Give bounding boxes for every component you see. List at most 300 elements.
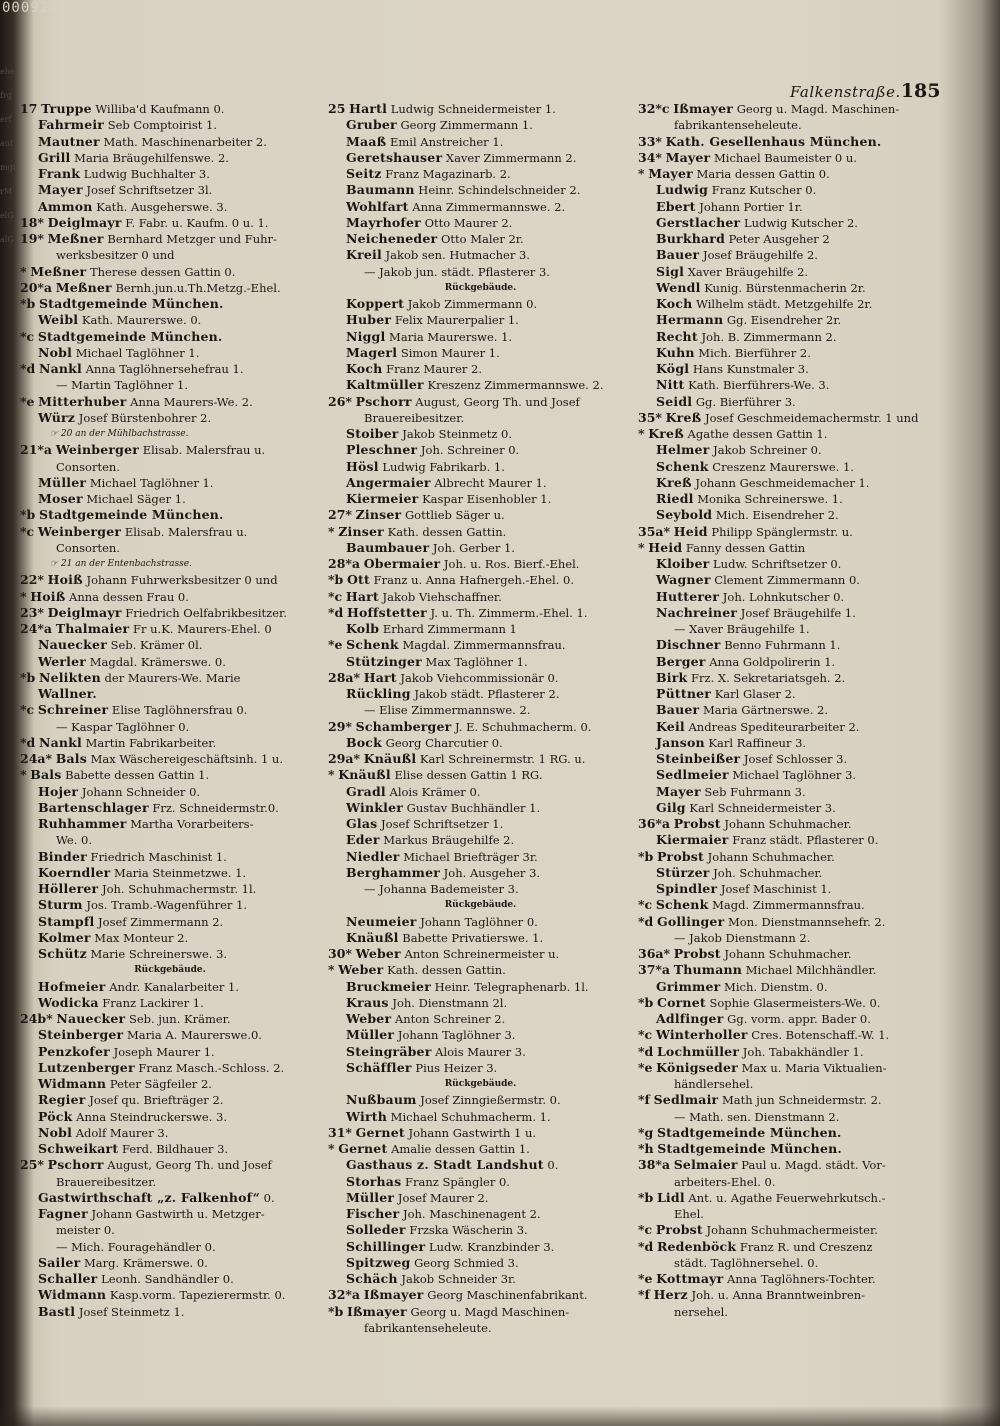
directory-entry [328,1304,633,1320]
resident-details: 0. [543,1158,559,1173]
resident-details: Erhard Zimmermann 1 [379,622,517,636]
directory-entry [638,800,940,816]
resident-details: F. Fabr. u. Kaufm. 0 u. 1. [121,215,269,230]
resident-surname: Schillinger [346,1238,426,1254]
resident-surname: Stützinger [346,653,422,669]
directory-entry [638,1060,940,1076]
house-number: 28a* [328,669,361,685]
resident-surname: Nobl [38,1124,73,1140]
house-number: 22* [20,572,44,588]
directory-entry [20,1044,320,1060]
resident-surname: Mayer [38,182,83,198]
resident-surname: Mayer [656,783,701,799]
entry-continuation: werksbesitzer 0 und [56,248,175,263]
directory-entry [20,784,320,800]
resident-details: Fr u.K. Maurers-Ehel. 0 [129,622,272,636]
directory-entry [20,751,320,767]
resident-details: Johann Taglöhner 3. [394,1028,516,1043]
directory-entry [328,800,633,816]
resident-details: Johann Geschmeidemacher 1. [691,475,870,490]
resident-details: Franz Masch.-Schloss. 2. [134,1060,285,1075]
house-number: 17 [20,101,38,116]
resident-surname: Nankl [38,361,82,376]
entry-continuation: Consorten. [56,540,120,555]
resident-surname: Schäffler [346,1059,412,1075]
directory-entry [328,979,633,995]
resident-details: Heinr. Telegraphenarb. 1l. [430,979,589,994]
resident-surname: Nachreiner [656,604,738,620]
resident-surname: Schreiner [37,702,109,718]
resident-surname: Gradl [346,783,386,799]
directory-entry [328,589,633,605]
directory-entry [328,849,633,865]
resident-details: Kasp.vorm. Tapezierermstr. 0. [106,1288,286,1303]
directory-entry [328,459,633,475]
directory-entry [328,1190,633,1206]
resident-details: Otto Maler 2r. [437,232,524,246]
resident-details: Fanny dessen Gattin [682,540,806,555]
house-number: *b [328,1303,344,1319]
directory-entry [20,280,320,296]
resident-details: Amalie dessen Gattin 1. [387,1142,530,1156]
house-number: *b [20,507,36,523]
resident-details: Johann Gastwirth 1 u. [404,1125,537,1140]
directory-entry [638,166,940,182]
directory-entry [20,1141,320,1157]
directory-entry [20,1157,320,1173]
resident-surname: Stadtgemeinde München. [656,1124,842,1140]
house-number: 23* [20,604,44,620]
directory-entry [328,930,633,946]
resident-surname: Wallner. [38,686,97,701]
resident-details: Gustav Buchhändler 1. [403,800,541,815]
resident-surname: Wohlfart [346,198,409,214]
resident-details: Franz Kutscher 0. [708,183,817,198]
resident-surname: Sailer [38,1254,81,1270]
house-number: 25* [20,1157,44,1173]
directory-entry [638,1027,940,1043]
directory-entry [638,507,940,523]
resident-surname: Hösl [346,458,379,474]
resident-surname: Ludwig [656,182,709,198]
resident-details: J. u. Th. Zimmerm.-Ehel. 1. [426,605,588,620]
resident-surname: Kaltmüller [346,377,424,393]
resident-surname: Ammon [38,198,93,214]
resident-details: Seb. jun. Krämer. [125,1012,231,1026]
resident-surname: Nauecker [56,1011,126,1026]
resident-details: Mon. Dienstmannsehefr. 2. [724,914,886,929]
directory-entry [328,1092,633,1108]
directory-entry [328,719,633,735]
resident-surname: Kloiber [656,556,710,571]
house-number: 30* [328,946,352,961]
directory-entry [638,215,940,231]
resident-surname: Schamberger [355,718,452,734]
directory-entry [20,670,320,686]
directory-entry [328,117,633,133]
resident-surname: Kreß [665,409,702,425]
resident-surname: Höllerer [38,881,99,896]
resident-surname: Keil [656,718,685,734]
house-number: 21*a [20,442,53,458]
resident-surname: Steingräber [346,1043,432,1059]
resident-surname: Niedler [346,848,400,864]
directory-entry [20,621,320,637]
resident-surname: Bastl [38,1303,76,1319]
resident-details: Agathe dessen Gattin 1. [683,427,828,441]
house-number: *b [20,669,36,685]
house-number: *e [20,393,35,409]
resident-surname: Hoffstetter [346,604,427,620]
directory-entry [638,426,940,442]
resident-surname: Stadtgemeinde München. [38,296,224,311]
house-number: *f [638,1287,650,1303]
resident-surname: Schenk [656,458,709,474]
directory-entry [638,475,940,491]
resident-surname: Bock [346,734,382,750]
directory-entry [20,166,320,182]
resident-surname: Rückling [346,686,411,701]
directory-entry [328,735,633,751]
house-number: * [20,263,27,279]
house-number: 24a* [20,751,53,766]
directory-entry [328,361,633,377]
directory-entry [20,605,320,621]
resident-surname: Weber [355,946,401,961]
resident-surname: Kiermeier [346,491,419,506]
resident-details: Ludwig Buchhalter 3. [80,167,210,181]
resident-details: Maria Steinmetzwe. 1. [110,865,247,880]
house-number: 27* [328,507,352,523]
resident-details: Simon Maurer 1. [397,345,500,360]
resident-details: Franz Maurer 2. [382,362,483,376]
resident-surname: Probst [673,946,721,961]
house-number: *e [328,637,343,653]
directory-entry [20,914,320,930]
resident-details: Benno Fuhrmann 1. [720,638,841,653]
directory-entry [638,865,940,881]
resident-surname: Meßner [30,263,87,279]
resident-details: Anna Taglöhners-Tochter. [723,1272,876,1286]
resident-surname: Hart [345,588,379,604]
resident-surname: Mitterhuber [38,393,127,409]
house-number: * [328,1141,335,1156]
resident-details: Mich. Dienstm. 0. [720,979,828,994]
resident-details: Karl Glaser 2. [711,687,796,701]
directory-entry [20,800,320,816]
resident-surname: Ißmayer [363,1287,424,1303]
house-number: 20*a [20,279,53,295]
directory-entry [638,182,940,198]
resident-surname: Baumann [346,182,415,198]
resident-surname: Cornet [656,994,706,1010]
directory-entry [20,117,320,133]
house-number: *b [20,296,36,311]
resident-surname: Neicheneder [346,231,438,246]
resident-details: Anna Steindruckerswe. 3. [72,1109,227,1124]
directory-entry [20,1092,320,1108]
resident-surname: Müller [346,1027,395,1043]
directory-entry [20,1255,320,1271]
sub-entry: — Kaspar Taglöhner 0. [56,719,190,734]
bottom-shadow [0,1406,1000,1426]
resident-surname: Probst [673,816,721,831]
house-number: 36a* [638,946,671,961]
resident-surname: Solleder [346,1222,406,1238]
directory-entry [638,101,940,117]
house-number: 37*a [638,962,671,978]
house-number: 29* [328,718,352,734]
resident-surname: Lidl [656,1189,685,1205]
house-number: *b [638,1189,654,1205]
resident-details: Math jun Schneidermstr. 2. [718,1093,882,1108]
resident-details: Johann Gastwirth u. Metzger- [87,1207,265,1221]
directory-entry [20,930,320,946]
resident-surname: Gerstlacher [656,214,741,230]
resident-surname: Hart [363,669,397,685]
resident-details: Kreszenz Zimmermannswe. 2. [423,378,604,393]
directory-entry [328,1255,633,1271]
resident-details: Frz. Schneidermstr.0. [148,800,279,815]
resident-details: Ant. u. Agathe Feuerwehrkutsch.- [684,1190,886,1205]
resident-details: Magd. Zimmermannsfrau. [708,898,865,913]
directory-entry [638,897,940,913]
resident-surname: Ruhhammer [38,816,127,831]
house-number: 29a* [328,751,361,766]
resident-surname: Zinser [355,507,402,523]
resident-surname: Spitzweg [346,1254,411,1270]
resident-surname: Gernet [338,1141,388,1156]
resident-surname: Huber [346,312,392,328]
resident-details: Josef Bräugehilfe 1. [737,605,856,620]
resident-details: Kath. Ausgeherswe. 3. [92,199,228,214]
resident-details: Maria A. Maurerswe.0. [123,1028,262,1043]
column-1 [20,101,320,1411]
resident-details: Johann Taglöhner 0. [416,914,538,929]
resident-surname: Grimmer [656,978,721,994]
house-number: * [328,523,335,539]
house-number: * [328,767,335,783]
resident-details: Josef Schlosser 3. [740,752,848,766]
directory-entry [638,751,940,767]
resident-details: Michael Säger 1. [82,492,186,506]
resident-surname: Sigl [656,263,685,279]
directory-entry [638,1141,940,1157]
resident-surname: Pschorr [355,393,412,409]
resident-details: Georg u. Magd Maschinen- [406,1304,570,1319]
resident-details: Georg Charcutier 0. [381,735,503,750]
house-number: 28*a [328,556,361,571]
directory-entry [328,1206,633,1222]
directory-entry [20,199,320,215]
sub-entry: — Elise Zimmermannswe. 2. [364,703,531,718]
resident-surname: Winterholler [655,1027,748,1043]
directory-entry [328,166,633,182]
directory-entry [638,1271,940,1287]
resident-surname: Heid [648,539,683,555]
resident-details: Max u. Maria Viktualien- [737,1060,887,1075]
directory-entry [328,426,633,442]
resident-surname: Hoiß [47,572,83,588]
house-number: *b [328,572,344,588]
directory-entry [638,312,940,328]
directory-entry [328,767,633,783]
directory-entry [328,621,633,637]
resident-details: August, Georg Th. und Josef [411,394,580,409]
section-heading: Rückgebäude. [444,1079,517,1089]
resident-details: Max Taglöhner 1. [421,654,528,669]
resident-details: Andr. Kanalarbeiter 1. [105,979,240,994]
resident-surname: Glas [346,816,378,831]
sub-entry: — Jakob jun. städt. Pflasterer 3. [364,264,550,279]
resident-surname: Lutzenberger [38,1059,135,1075]
resident-details: Seb Fuhrmann 3. [700,784,806,799]
directory-entry [638,540,940,556]
resident-surname: Wagner [656,572,711,588]
resident-surname: Weinberger [55,442,140,458]
house-number: 32*c [638,101,670,116]
resident-details: Alois Maurer 3. [431,1044,526,1059]
directory-entry [20,101,320,117]
resident-surname: Frank [38,166,81,181]
directory-entry [20,296,320,312]
resident-surname: Zinser [338,523,384,539]
section-heading: Rückgebäude. [134,965,206,976]
resident-surname: Kreß [648,426,684,441]
directory-entry [638,572,940,588]
resident-details: Xaver Bräugehilfe 2. [684,264,809,279]
directory-entry [328,1239,633,1255]
resident-details: Josef Geschmeidemachermstr. 1 und [701,410,919,425]
resident-details: Paul u. Magd. städt. Vor- [737,1158,886,1173]
house-number: * [638,426,645,441]
directory-entry [638,816,940,832]
resident-details: Alois Krämer 0. [385,784,481,799]
entry-continuation: We. 0. [56,833,92,848]
resident-surname: Gastwirthschaft „z. Falkenhof“ [38,1189,261,1205]
directory-entry [20,849,320,865]
house-number: *g [638,1124,654,1140]
resident-details: Georg Zimmermann 1. [396,118,533,133]
resident-surname: Koerndler [38,864,111,880]
directory-entry [638,1190,940,1206]
resident-details: Wilhelm städt. Metzgehilfe 2r. [692,297,873,311]
resident-surname: Regier [38,1092,86,1108]
directory-entry [638,231,940,247]
resident-surname: Berghammer [346,864,441,880]
resident-details: Franz u. Anna Hafnergeh.-Ehel. 0. [369,573,574,588]
directory-entry [20,589,320,605]
resident-surname: Gollinger [656,913,725,929]
house-number: *d [20,361,36,376]
resident-surname: Koch [656,296,693,311]
resident-surname: Seybold [656,507,713,523]
directory-entry [328,816,633,832]
directory-entry [638,150,940,166]
resident-surname: Janson [656,734,705,750]
resident-details: Babette dessen Gattin 1. [61,768,210,783]
house-number: *c [20,328,35,344]
house-number: *d [638,913,654,929]
directory-entry [328,540,633,556]
directory-entry [328,1287,633,1303]
resident-details: J. E. Schuhmacherm. 0. [451,719,592,734]
resident-surname: Geretshauser [346,149,443,165]
resident-details: Joh. Schreiner 0. [417,443,520,458]
resident-surname: Steinberger [38,1027,124,1043]
resident-surname: Storhas [346,1173,402,1189]
directory-entry [328,556,633,572]
resident-details: Kath. dessen Gattin. [383,963,506,978]
directory-entry [638,556,940,572]
resident-surname: Grill [38,149,71,165]
directory-entry [638,605,940,621]
resident-details: Elisab. Malersfrau u. [139,443,266,458]
resident-surname: Lochmüller [656,1043,740,1059]
directory-entry [638,1092,940,1108]
resident-details: Ludwig Kutscher 2. [740,215,858,230]
resident-details: Michael Baumeister 0 u. [710,150,857,165]
directory-entry [328,524,633,540]
directory-entry [328,215,633,231]
resident-surname: Hoiß [30,588,66,604]
resident-details: Peter Ausgeher 2 [725,232,830,246]
house-number: *h [638,1141,654,1156]
resident-surname: Schäch [346,1271,398,1286]
directory-entry [638,329,940,345]
house-number: *d [328,604,344,620]
resident-surname: Werler [38,653,87,669]
house-number: *c [638,1222,653,1238]
house-number: 35* [638,409,662,425]
resident-surname: Bartenschlager [38,799,149,815]
directory-entry [638,134,940,150]
resident-details: Josef Bräugehilfe 2. [699,248,818,263]
resident-surname: Fagner [38,1206,88,1221]
house-number: *f [638,1092,650,1108]
house-number: *c [20,702,35,718]
house-number: * [638,539,645,555]
resident-surname: Hofmeier [38,978,106,994]
resident-details: Andreas Spediteurarbeiter 2. [684,719,860,734]
directory-entry [638,1287,940,1303]
directory-entry [328,1027,633,1043]
resident-details: Jakob Viehcommissionär 0. [396,670,559,685]
resident-surname: Stampfl [38,913,95,929]
resident-surname: Wirth [346,1108,388,1124]
resident-surname: Bauer [656,702,700,718]
directory-entry [20,1206,320,1222]
resident-details: Jakob städt. Pflasterer 2. [410,687,560,701]
entry-continuation: arbeiters-Ehel. 0. [674,1174,776,1189]
street-name: Falkenstraße. [790,83,901,101]
directory-entry [20,1011,320,1027]
resident-details: Adolf Maurer 3. [72,1125,169,1140]
house-number: *e [638,1271,653,1286]
resident-details: Michael Taglöhner 3. [728,768,857,783]
resident-surname: Neumeier [346,913,417,929]
house-number: *d [20,734,36,750]
directory-entry [638,881,940,897]
resident-surname: Müller [346,1189,395,1205]
resident-details: Marie Schreinerswe. 3. [86,947,228,961]
directory-entry [328,572,633,588]
resident-details: Friedrich Oelfabrikbesitzer. [121,605,287,620]
resident-details: Martin Fabrikarbeiter. [81,735,217,750]
directory-entry [20,702,320,718]
directory-entry [328,670,633,686]
directory-entry [638,345,940,361]
